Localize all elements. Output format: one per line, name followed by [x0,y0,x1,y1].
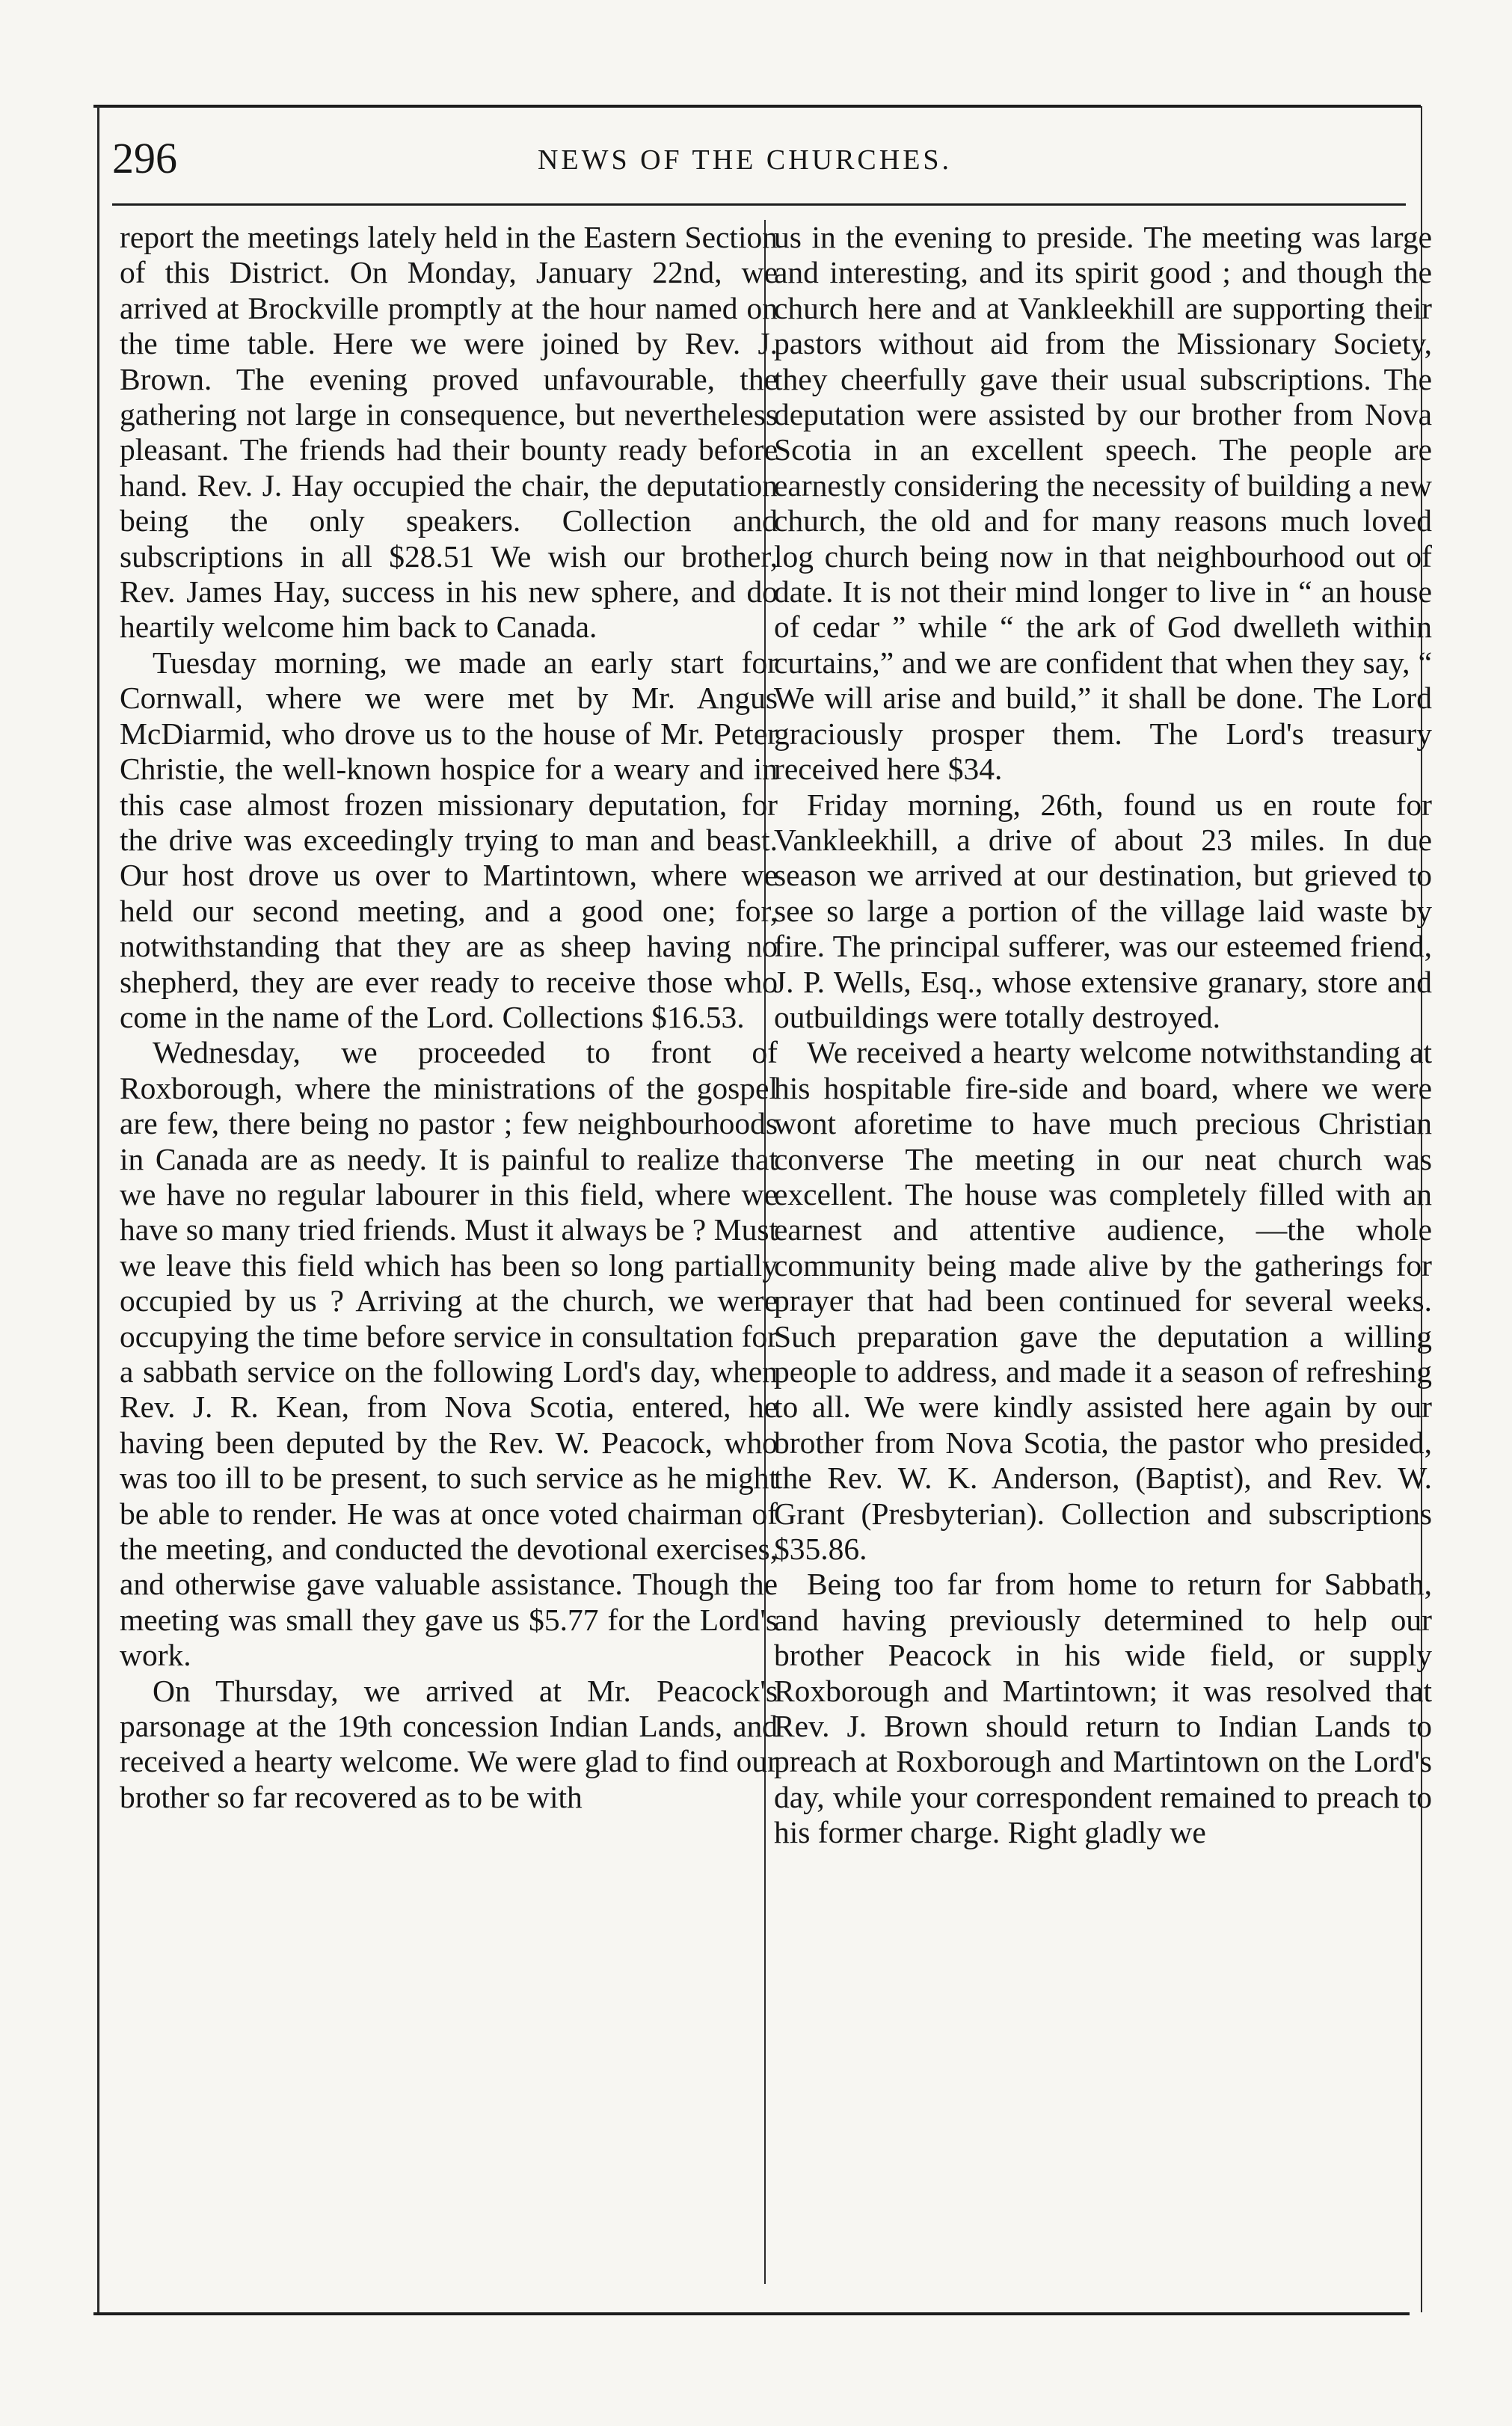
paragraph: report the meetings lately held in the Eastern Section of this District. On Monday, January 22nd, we arrived at Brockville promptly at the hour named on the time table. Here we were joined by Rev. J. Brown. The evening proved unfavourable, the gathering not large in consequence, but nevertheless pleasant. The friends had their bounty ready before hand. Rev. J. Hay occupied the chair, the deputation being the only speakers. Collection and subscriptions in all $28.51 We wish our brother, Rev. James Hay, success in his new sphere, and do heartily welcome him back to Canada. [120,220,778,645]
paragraph: Wednesday, we proceeded to front of Roxborough, where the ministrations of the gospel are few, there being no pastor ; few neighbourhoods in Canada are as needy. It is painful to realize that we have no regular labourer in this field, where we have so many tried friends. Must it always be ? Must we leave this field which has been so long partially occupied by us ? Arriving at the church, we were occupying the time before service in consultation for a sabbath service on the following Lord's day, when Rev. J. R. Kean, from Nova Scotia, entered, he having been deputed by the Rev. W. Peacock, who was too ill to be present, to such service as he might be able to render. He was at once voted chairman of the meeting, and conducted the devotional exercises, and otherwise gave valuable assistance. Though the meeting was small they gave us $5.77 for the Lord's work. [120,1035,778,1673]
left-margin-rule [97,106,99,2312]
paragraph: Being too far from home to return for Sabbath, and having previously determined to help our brother Peacock in his wide field, or supply Roxborough and Martintown; it was resolved that Rev. J. Brown should return to Indian Lands to preach at Roxborough and Martintown on the Lord's day, while your correspondent remained to preach to his former charge. Right gladly we [774,1567,1432,1850]
right-column [774,220,1432,2284]
paragraph: Tuesday morning, we made an early start for Cornwall, where we were met by Mr. Angus McDiarmid, who drove us to the house of Mr. Peter Christie, the well-known hospice for a weary and in this case almost frozen missionary deputation, for the drive was exceedingly trying to man and beast. Our host drove us over to Martintown, where we held our second meeting, and a good one; for, notwithstanding that they are as sheep having no shepherd, they are ever ready to receive those who come in the name of the Lord. Collections $16.53. [120,645,778,1034]
bottom-rule [93,2312,1410,2315]
top-rule [93,105,1421,108]
page-number: 296 [112,134,177,182]
paragraph: We received a hearty welcome notwithstanding at his hospitable fire-side and board, where we were wont aforetime to have much precious Christian converse The meeting in our neat church was excellent. The house was completely filled with an earnest and attentive audience, —the whole community being made alive by the gatherings for prayer that had been continued for several weeks. Such preparation gave the deputation a willing people to address, and made it a season of refreshing to all. We were kindly assisted here again by our brother from Nova Scotia, the pastor who presided, the Rev. W. K. Anderson, (Baptist), and Rev. W. Grant (Presbyterian). Collection and subscriptions $35.86. [774,1035,1432,1567]
header-rule [112,203,1406,206]
paragraph: Friday morning, 26th, found us en route for Vankleekhill, a drive of about 23 miles. In due season we arrived at our destination, but grieved to see so large a portion of the village laid waste by fire. The principal sufferer, was our esteemed friend, J. P. Wells, Esq., whose extensive granary, store and outbuildings were totally destroyed. [774,787,1432,1034]
paragraph: On Thursday, we arrived at Mr. Peacock's parsonage at the 19th concession Indian Lands, and received a hearty welcome. We were glad to find our brother so far recovered as to be with [120,1673,778,1814]
left-column [120,220,778,2284]
running-title: NEWS OF THE CHURCHES. [537,144,953,176]
page-header [112,133,1377,193]
paragraph: us in the evening to preside. The meeting was large and interesting, and its spirit good ; and though the church here and at Vankleekhill are supporting their pastors without aid from the Missionary Society, they cheerfully gave their usual subscriptions. The deputation were assisted by our brother from Nova Scotia in an excellent speech. The people are earnestly considering the necessity of building a new church, the old and for many reasons much loved log church being now in that neighbourhood out of date. It is not their mind longer to live in “ an house of cedar ” while “ the ark of God dwelleth within curtains,” and we are confident that when they say, “ We will arise and build,” it shall be done. The Lord graciously prosper them. The Lord's treasury received here $34. [774,220,1432,787]
